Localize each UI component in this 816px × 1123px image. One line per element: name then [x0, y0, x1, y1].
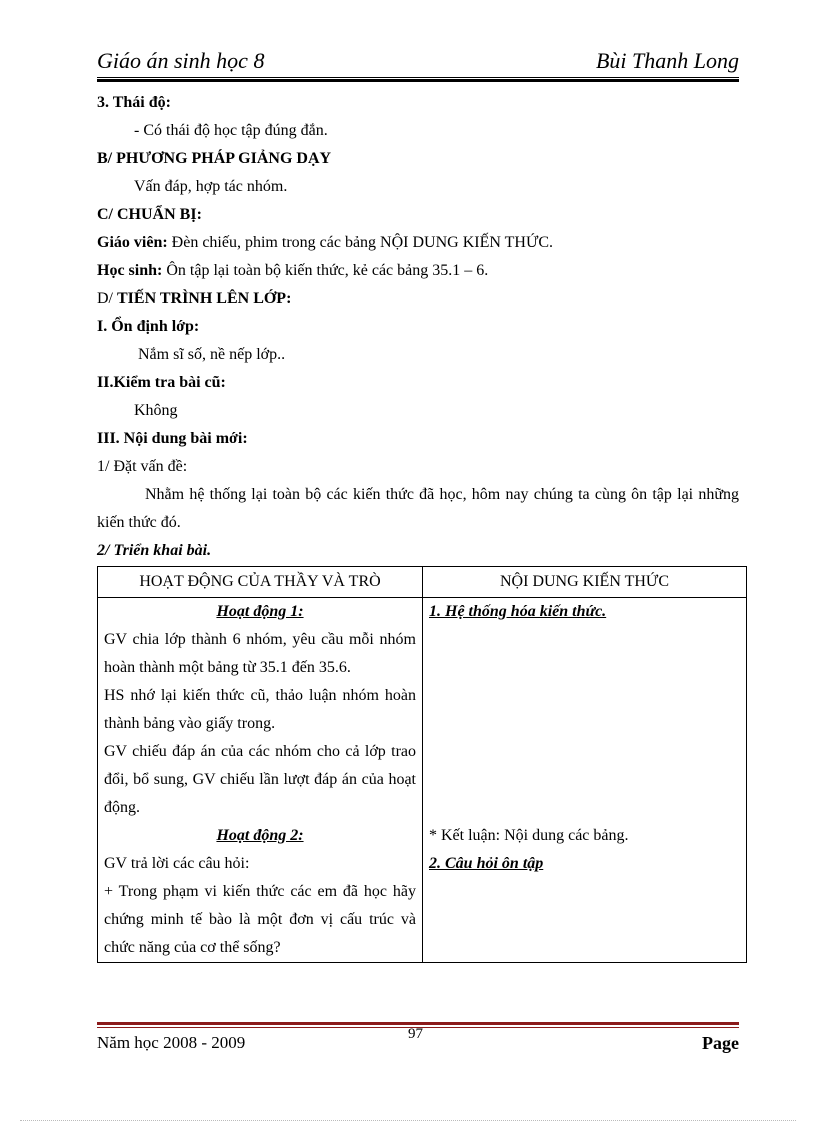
activity-2-title: Hoạt động 2: [216, 827, 304, 844]
content-section-1: 1. Hệ thống hóa kiến thức. [429, 603, 607, 620]
activity-2-paragraph: + Trong phạm vi kiến thức các em đã học hãy chứng minh tế bào là một đơn vị cấu trúc và chức năng của cơ thể sống? [104, 883, 416, 956]
header-author: Bùi Thanh Long [595, 48, 739, 73]
content-conclusion: * Kết luận: Nội dung các bảng. [429, 827, 629, 844]
attitude-text: - Có thái độ học tập đúng đắn. [134, 122, 328, 139]
section-preparation: C/ CHUẨN BỊ: [97, 206, 202, 223]
activity-table [97, 566, 747, 963]
section-class-order: I. Ổn định lớp: [97, 318, 200, 335]
activity-1-paragraph: HS nhớ lại kiến thức cũ, thảo luận nhóm hoàn thành bảng vào giấy trong. [104, 687, 416, 732]
activities-cell [98, 598, 423, 963]
teacher-preparation [97, 234, 553, 252]
table-head-content: NỘI DUNG KIẾN THỨC [423, 567, 747, 598]
problem-paragraph [97, 481, 739, 537]
student-label: Học sinh: [97, 262, 163, 279]
footer-page-number: 97 [408, 1026, 423, 1042]
student-preparation [97, 262, 488, 280]
header-title: Giáo án sinh học 8 [97, 48, 265, 73]
teacher-label: Giáo viên: [97, 234, 168, 251]
section-teaching-method: B/ PHƯƠNG PHÁP GIẢNG DẠY [97, 150, 332, 167]
problem-text: Nhằm hệ thống lại toàn bộ các kiến thức đã học, hôm nay chúng ta cùng ôn tập lại những kiến thức đó. [97, 486, 739, 531]
header-rule-thick [97, 79, 739, 82]
class-order-text: Nắm sĩ số, nề nếp lớp.. [138, 346, 286, 363]
student-text: Ôn tập lại toàn bộ kiến thức, kẻ các bảng 35.1 – 6. [162, 262, 489, 279]
section-old-lesson-check: II.Kiểm tra bài cũ: [97, 374, 226, 391]
content-section-2: 2. Câu hỏi ôn tập [429, 855, 544, 872]
activity-1-paragraph: GV chiếu đáp án của các nhóm cho cả lớp trao đổi, bổ sung, GV chiếu lần lượt đáp án của hoạt động. [104, 743, 416, 816]
content-cell [423, 598, 747, 963]
footer-page-label: Page [702, 1033, 739, 1053]
section-attitude: 3. Thái độ: [97, 94, 171, 111]
table-row [98, 598, 747, 963]
teacher-text: Đèn chiếu, phim trong các bảng NỘI DUNG KIẾN THỨC. [167, 234, 554, 251]
content-spacer [429, 626, 740, 822]
table-header-row [98, 567, 747, 598]
footer-rule-thick [97, 1022, 739, 1025]
lesson-process-title: TIẾN TRÌNH LÊN LỚP: [117, 290, 292, 307]
subsection-deploy: 2/ Triển khai bài. [97, 542, 212, 559]
activity-1-title: Hoạt động 1: [216, 603, 304, 620]
section-new-lesson: III. Nội dung bài mới: [97, 430, 248, 447]
header-rule [97, 77, 739, 78]
section-lesson-process [97, 290, 291, 308]
teaching-method-text: Vấn đáp, hợp tác nhóm. [134, 178, 288, 195]
lesson-process-prefix: D/ [97, 290, 117, 307]
activity-2-paragraph: GV trả lời các câu hỏi: [104, 855, 250, 872]
table-head-activities: HOẠT ĐỘNG CỦA THẦY VÀ TRÒ [98, 567, 423, 598]
footer-school-year: Năm học 2008 - 2009 [97, 1033, 246, 1052]
page-bottom-divider [20, 1120, 796, 1121]
old-lesson-check-text: Không [134, 402, 178, 419]
subsection-problem: 1/ Đặt vấn đề: [97, 458, 188, 475]
activity-1-paragraph: GV chia lớp thành 6 nhóm, yêu cầu mỗi nhóm hoàn thành một bảng từ 35.1 đến 35.6. [104, 631, 416, 676]
